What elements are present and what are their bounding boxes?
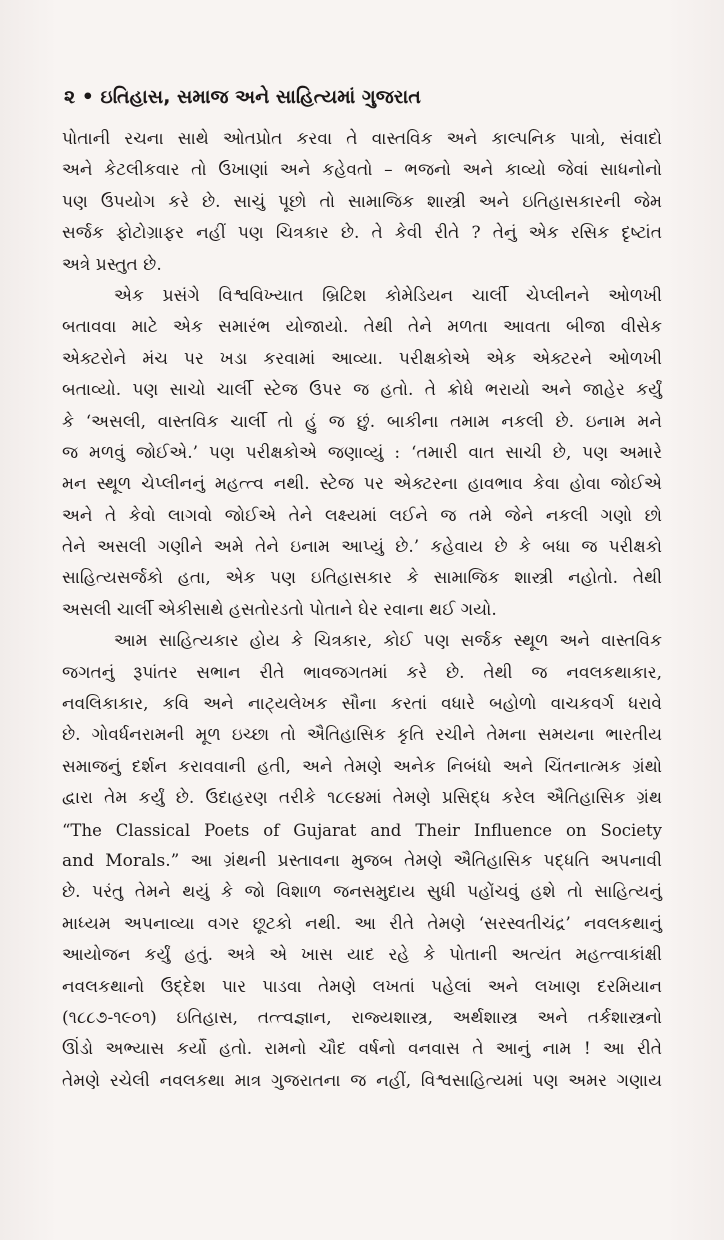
text-line: એક પ્રસંગે વિશ્વવિખ્યાત બ્રિટિશ કોમેડિયન ચાર્લી ચેપ્લીનને ઓળખી (114, 285, 662, 306)
text-line: અને કેટલીકવાર તો ઉખાણાં અને કહેવતો – ભજનો અને કાવ્યો જેવાં સાધનોનો (62, 160, 662, 181)
text-line: માધ્યમ અપનાવ્યા વગર છૂટકો નથી. આ રીતે તેમણે ‘સરસ્વતીચંદ્ર’ નવલકથાનું (62, 913, 662, 934)
text-line: અત્રે પ્રસ્તુત છે. (62, 254, 162, 275)
text-line: બતાવવા માટે એક સમારંભ યોજાયો. તેથી તેને મળતા આવતા બીજા વીસેક (62, 317, 662, 338)
text-line: અસલી ચાર્લી એકીસાથે હસતોરડતો પોતાને ઘેર રવાના થઈ ગયો. (62, 599, 497, 620)
text-line: અને તે કેવો લાગવો જોઈએ તેને લક્ષ્યમાં લઈને જ તમે જેને નકલી ગણો છો (62, 505, 662, 526)
text-line: સાહિત્યસર્જકો હતા, એક પણ ઇતિહાસકાર કે સામાજિક શાસ્ત્રી નહોતો. તેથી (62, 568, 662, 589)
text-line: (૧૮૮૭-૧૯૦૧) ઇતિહાસ, તત્ત્વજ્ઞાન, રાજ્યશાસ્ત્ર, અર્થશાસ્ત્ર અને તર્કશાસ્ત્રનો (62, 1007, 662, 1028)
text-line: દ્વારા તેમ કર્યું છે. ઉદાહરણ તરીકે ૧૮૯૪માં તેમણે પ્રસિદ્ધ કરેલ ઐતિહાસિક ગ્રંથ (62, 788, 662, 809)
paragraph-2 (62, 281, 662, 626)
text-line: મન સ્થૂળ ચેપ્લીનનું મહત્ત્વ નથી. સ્ટેજ પર એક્ટરના હાવભાવ કેવા હોવા જોઈએ (62, 474, 662, 495)
text-line: બતાવ્યો. પણ સાચો ચાર્લી સ્ટેજ ઉપર જ હતો. તે ક્રોધે ભરાયો અને જાહેર કર્યું (62, 380, 662, 401)
text-line: છે. ગોવર્ધનરામની મૂળ ઇચ્છા તો ઐતિહાસિક કૃતિ રચીને તેમના સમયના ભારતીય (62, 725, 662, 746)
text-line: આમ સાહિત્યકાર હોય કે ચિત્રકાર, કોઈ પણ સર્જક સ્થૂળ અને વાસ્તવિક (114, 631, 662, 652)
text-line: જ મળવું જોઈએ.’ પણ પરીક્ષકોએ જણાવ્યું : ‘તમારી વાત સાચી છે, પણ અમારે (62, 442, 662, 463)
paragraph-1 (62, 124, 662, 281)
text-line: કે ‘અસલી, વાસ્તવિક ચાર્લી તો હું જ છું. બાકીના તમામ નકલી છે. ઇનામ મને (62, 411, 662, 432)
body-text (62, 124, 662, 1097)
text-line: સમાજનું દર્શન કરાવવાની હતી, અને તેમણે અનેક નિબંધો અને ચિંતનાત્મક ગ્રંથો (62, 756, 662, 777)
text-line: જગતનું રૂપાંતર સભાન રીતે ભાવજગતમાં કરે છે. તેથી જ નવલકથાકાર, (62, 662, 662, 683)
text-line: એક્ટરોને મંચ પર ખડા કરવામાં આવ્યા. પરીક્ષકોએ એક એક્ટરને ઓળખી (62, 348, 662, 369)
text-line: ઊંડો અભ્યાસ કર્યો હતો. રામનો ચૌદ વર્ષનો વનવાસ તે આનું નામ ! આ રીતે (62, 1039, 662, 1060)
running-header: ૨ • ઇતિહાસ, સમાજ અને સાહિત્યમાં ગુજરાત (64, 86, 421, 108)
text-line: તેને અસલી ગણીને અમે તેને ઇનામ આપ્યું છે.’ કહેવાય છે કે બધા જ પરીક્ષકો (62, 537, 662, 558)
text-line: “The Classical Poets of Gujarat and Their Influence on Society (62, 820, 662, 840)
text-line: છે. પરંતુ તેમને થયું કે જો વિશાળ જનસમુદાય સુધી પહોંચવું હશે તો સાહિત્યનું (62, 882, 662, 903)
paragraph-3 (62, 626, 662, 1097)
text-line: આયોજન કર્યું હતું. અત્રે એ ખાસ યાદ રહે કે પોતાની અત્યંત મહત્ત્વાકાંક્ષી (62, 945, 662, 966)
text-line: પણ ઉપયોગ કરે છે. સાચું પૂછો તો સામાજિક શાસ્ત્રી અને ઇતિહાસકારની જેમ (62, 191, 662, 212)
text-line: તેમણે રચેલી નવલકથા માત્ર ગુજરાતના જ નહીં, વિશ્વસાહિત્યમાં પણ અમર ગણાય (62, 1070, 662, 1091)
text-line: નવલિકાકાર, કવિ અને નાટ્યલેખક સૌના કરતાં વધારે બહોળો વાચકવર્ગ ધરાવે (62, 694, 662, 715)
text-line: and Morals.” આ ગ્રંથની પ્રસ્તાવના મુજબ તેમણે ઐતિહાસિક પદ્ધતિ અપનાવી (62, 850, 662, 871)
text-line: નવલકથાનો ઉદ્દેશ પાર પાડવા તેમણે લખતાં પહેલાં અને લખાણ દરમિયાન (62, 976, 662, 997)
text-line: સર્જક ફોટોગ્રાફર નહીં પણ ચિત્રકાર છે. તે કેવી રીતે ? તેનું એક રસિક દૃષ્ટાંત (62, 223, 662, 244)
text-line: પોતાની રચના સાથે ઓતપ્રોત કરવા તે વાસ્તવિક અને કાલ્પનિક પાત્રો, સંવાદો (62, 129, 662, 149)
